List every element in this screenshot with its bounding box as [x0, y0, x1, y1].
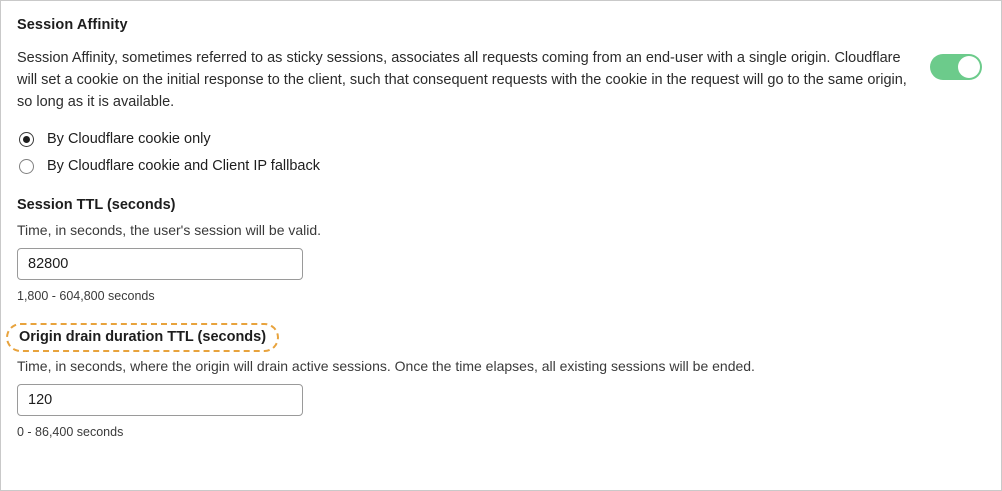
origin-drain-ttl-help: Time, in seconds, where the origin will drain active sessions. Once the time elapses, all existing sessions will be ended.	[17, 358, 755, 374]
radio-option-label: By Cloudflare cookie and Client IP fallback	[47, 158, 320, 174]
session-ttl-label: Session TTL (seconds)	[17, 197, 176, 213]
session-ttl-range: 1,800 - 604,800 seconds	[17, 289, 155, 303]
session-ttl-help: Time, in seconds, the user's session will be valid.	[17, 222, 322, 238]
radio-icon[interactable]	[19, 132, 34, 147]
radio-option-label: By Cloudflare cookie only	[47, 131, 211, 147]
radio-option-cookie-only[interactable]	[17, 131, 985, 147]
page-title: Session Affinity	[17, 17, 128, 33]
origin-drain-ttl-label-highlight	[6, 323, 279, 352]
session-ttl-input[interactable]	[17, 248, 303, 280]
section-description: Session Affinity, sometimes referred to as sticky sessions, associates all requests coming from an end-user with a single origin. Cloudflare will set a cookie on the initial response to the client, such that consequent requests with the cookie in the request will go to the same origin, so long as it is available.	[17, 50, 907, 110]
session-affinity-toggle[interactable]	[930, 54, 982, 80]
origin-drain-ttl-label: Origin drain duration TTL (seconds)	[19, 329, 267, 345]
origin-drain-ttl-range: 0 - 86,400 seconds	[17, 425, 124, 439]
session-affinity-panel	[1, 1, 1001, 490]
radio-option-cookie-and-ip[interactable]	[17, 158, 985, 174]
toggle-knob	[958, 56, 980, 78]
affinity-mode-radio-group	[17, 131, 985, 174]
origin-drain-ttl-input[interactable]	[17, 384, 303, 416]
origin-drain-ttl-field	[17, 323, 985, 439]
session-ttl-field	[17, 196, 985, 303]
radio-icon[interactable]	[19, 159, 34, 174]
